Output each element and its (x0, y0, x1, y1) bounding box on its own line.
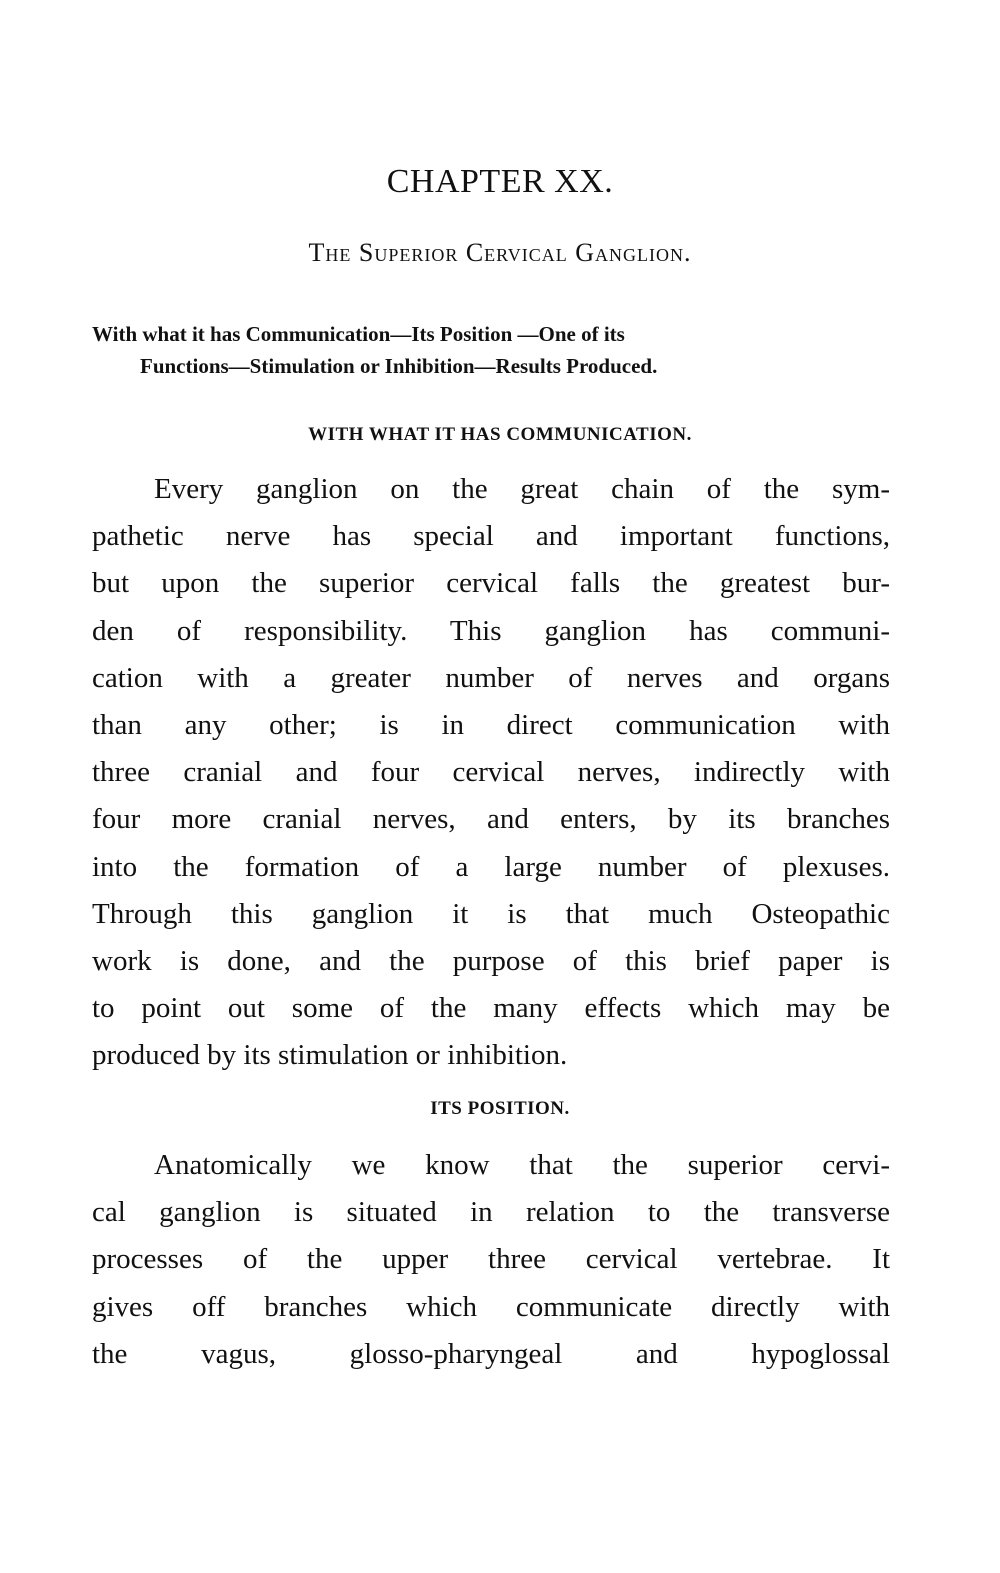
chapter-title: The Superior Cervical Ganglion. (308, 238, 692, 267)
text-line: to point out some of the many effects which may be (92, 992, 890, 1025)
text-line: pathetic nerve has special and important functions, (92, 520, 890, 553)
chapter-summary (92, 318, 892, 382)
text-line: produced by its stimulation or inhibition. (92, 1039, 568, 1072)
text-line: three cranial and four cervical nerves, indirectly with (92, 756, 890, 789)
text-line: four more cranial nerves, and enters, by its branches (92, 803, 890, 836)
text-line: Through this ganglion it is that much Osteopathic (92, 897, 890, 930)
text-line: den of responsibility. This ganglion has communi- (92, 614, 890, 647)
summary-line: With what it has Communication—Its Position —One of its (92, 322, 625, 346)
chapter-heading: CHAPTER XX. (386, 163, 614, 200)
text-line: gives off branches which communicate directly with (92, 1290, 890, 1323)
text-line: Every ganglion on the great chain of the sym- (154, 473, 890, 505)
section-heading-position: ITS POSITION. (430, 1098, 570, 1119)
summary-line: Functions—Stimulation or Inhibition—Results Produced. (140, 354, 658, 378)
text-line: the vagus, glosso-pharyngeal and hypoglossal (92, 1337, 890, 1370)
text-line: cal ganglion is situated in relation to the transverse (92, 1196, 890, 1229)
text-line: into the formation of a large number of plexuses. (92, 850, 890, 883)
text-line: processes of the upper three cervical vertebrae. It (92, 1243, 890, 1276)
text-line: cation with a greater number of nerves and organs (92, 661, 890, 694)
paragraph-communication (92, 466, 890, 1080)
text-line: but upon the superior cervical falls the greatest bur- (92, 567, 890, 600)
text-line: Anatomically we know that the superior cervi- (154, 1149, 890, 1181)
section-heading-communication: WITH WHAT IT HAS COMMUNICATION. (308, 424, 692, 445)
paragraph-position (92, 1142, 890, 1378)
text-line: work is done, and the purpose of this brief paper is (92, 945, 890, 978)
text-line: than any other; is in direct communication with (92, 709, 890, 742)
